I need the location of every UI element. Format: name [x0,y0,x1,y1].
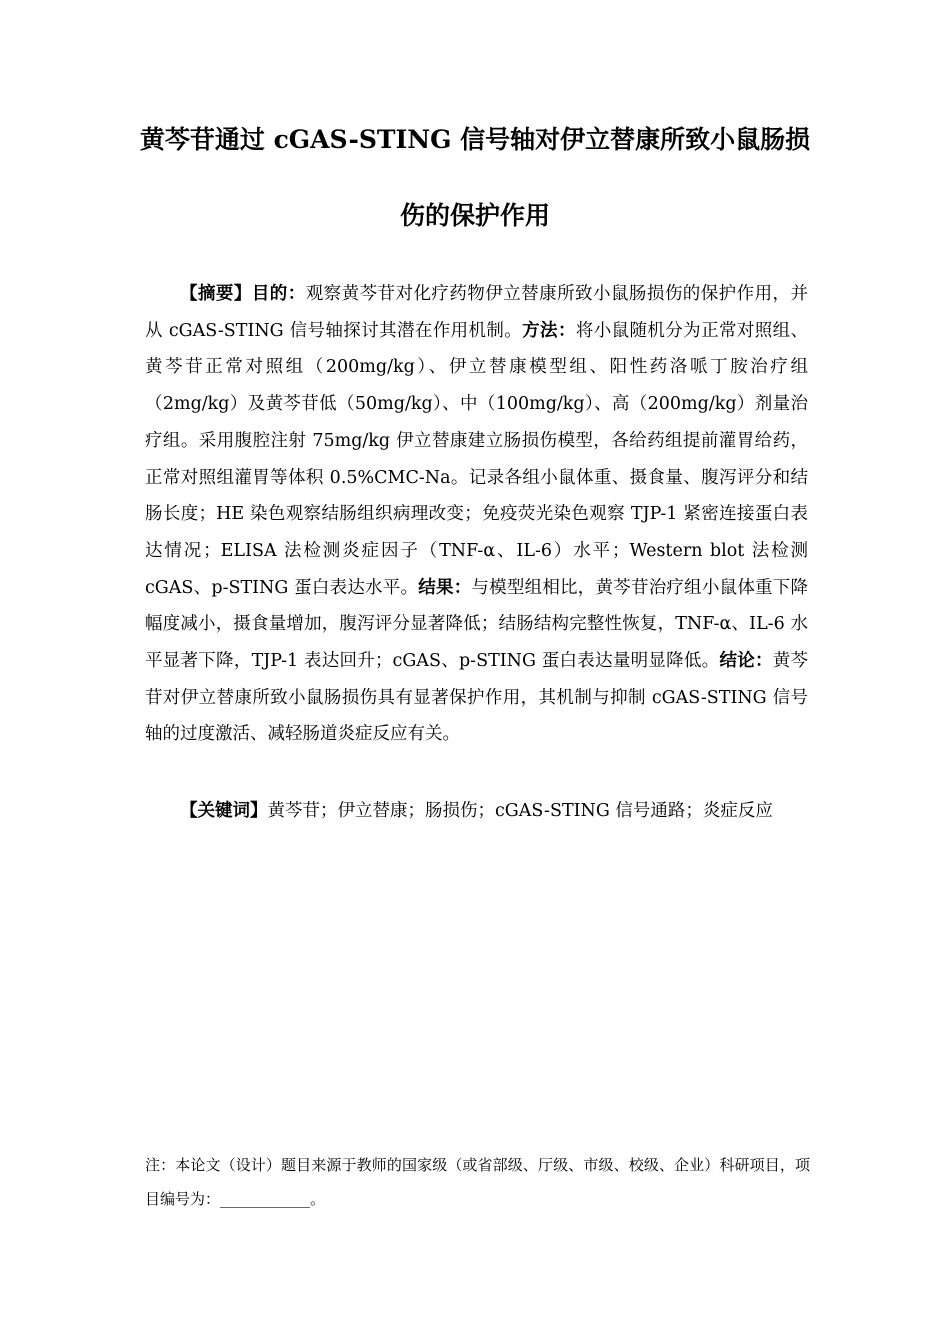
abstract-label: 【摘要】 [180,284,252,304]
results-text: 与模型组相比，黄芩苷治疗组小鼠体重下降幅度减小，摄食量增加，腹泻评分显著降低；结肠结构完整性恢复，TNF-α、IL-6 水平显著下降，TJP-1 表达回升；cGAS、p-STING 蛋白表达量明显降低。 [145,577,809,672]
paper-title-line-1: 黄芩苷通过 cGAS-STING 信号轴对伊立替康所致小鼠肠损 [139,125,811,154]
paper-title-line-2: 伤的保护作用 [399,201,550,230]
methods-label: 方法： [522,320,576,341]
methods-text: 将小鼠随机分为正常对照组、黄芩苷正常对照组（200mg/kg）、伊立替康模型组、阳性药洛哌丁胺治疗组（2mg/kg）及黄芩苷低（50mg/kg）、中（100mg/kg）、高（200mg/kg）剂量治疗组。采用腹腔注射 75mg/kg 伊立替康建立肠损伤模型，各给药组提前灌胃给药，正常对照组灌胃等体积 0.5%CMC-Na。记录各组小鼠体重、摄食量、腹泻评分和结肠长度；HE 染色观察结肠组织病理改变；免疫荧光染色观察 TJP-1 紧密连接蛋白表达情况；ELISA 法检测炎症因子（TNF-α、IL-6）水平；Western blot 法检测 cGAS、p-STING 蛋白表达水平。 [145,320,809,598]
conclusion-text: 黄芩苷对伊立替康所致小鼠肠损伤具有显著保护作用，其机制与抑制 cGAS-STING 信号轴的过度激活、减轻肠道炎症反应有关。 [145,651,808,745]
abstract-paragraph [145,276,808,753]
keywords-paragraph [145,794,808,828]
results-label: 结果： [418,577,472,598]
footnote: 注：本论文（设计）题目来源于教师的国家级（或省部级、厅级、市级、校级、企业）科研项目，项目编号为：____________。 [145,1156,810,1208]
objective-label: 目的： [251,284,306,304]
objective-text: 观察黄芩苷对化疗药物伊立替康所致小鼠肠损伤的保护作用，并从 cGAS-STING 信号轴探讨其潜在作用机制。 [145,284,809,341]
keywords-label: 【关键词】 [180,801,268,821]
conclusion-label: 结论： [719,651,773,672]
keywords-text: 黄芩苷；伊立替康；肠损伤；cGAS-STING 信号通路；炎症反应 [267,801,773,821]
